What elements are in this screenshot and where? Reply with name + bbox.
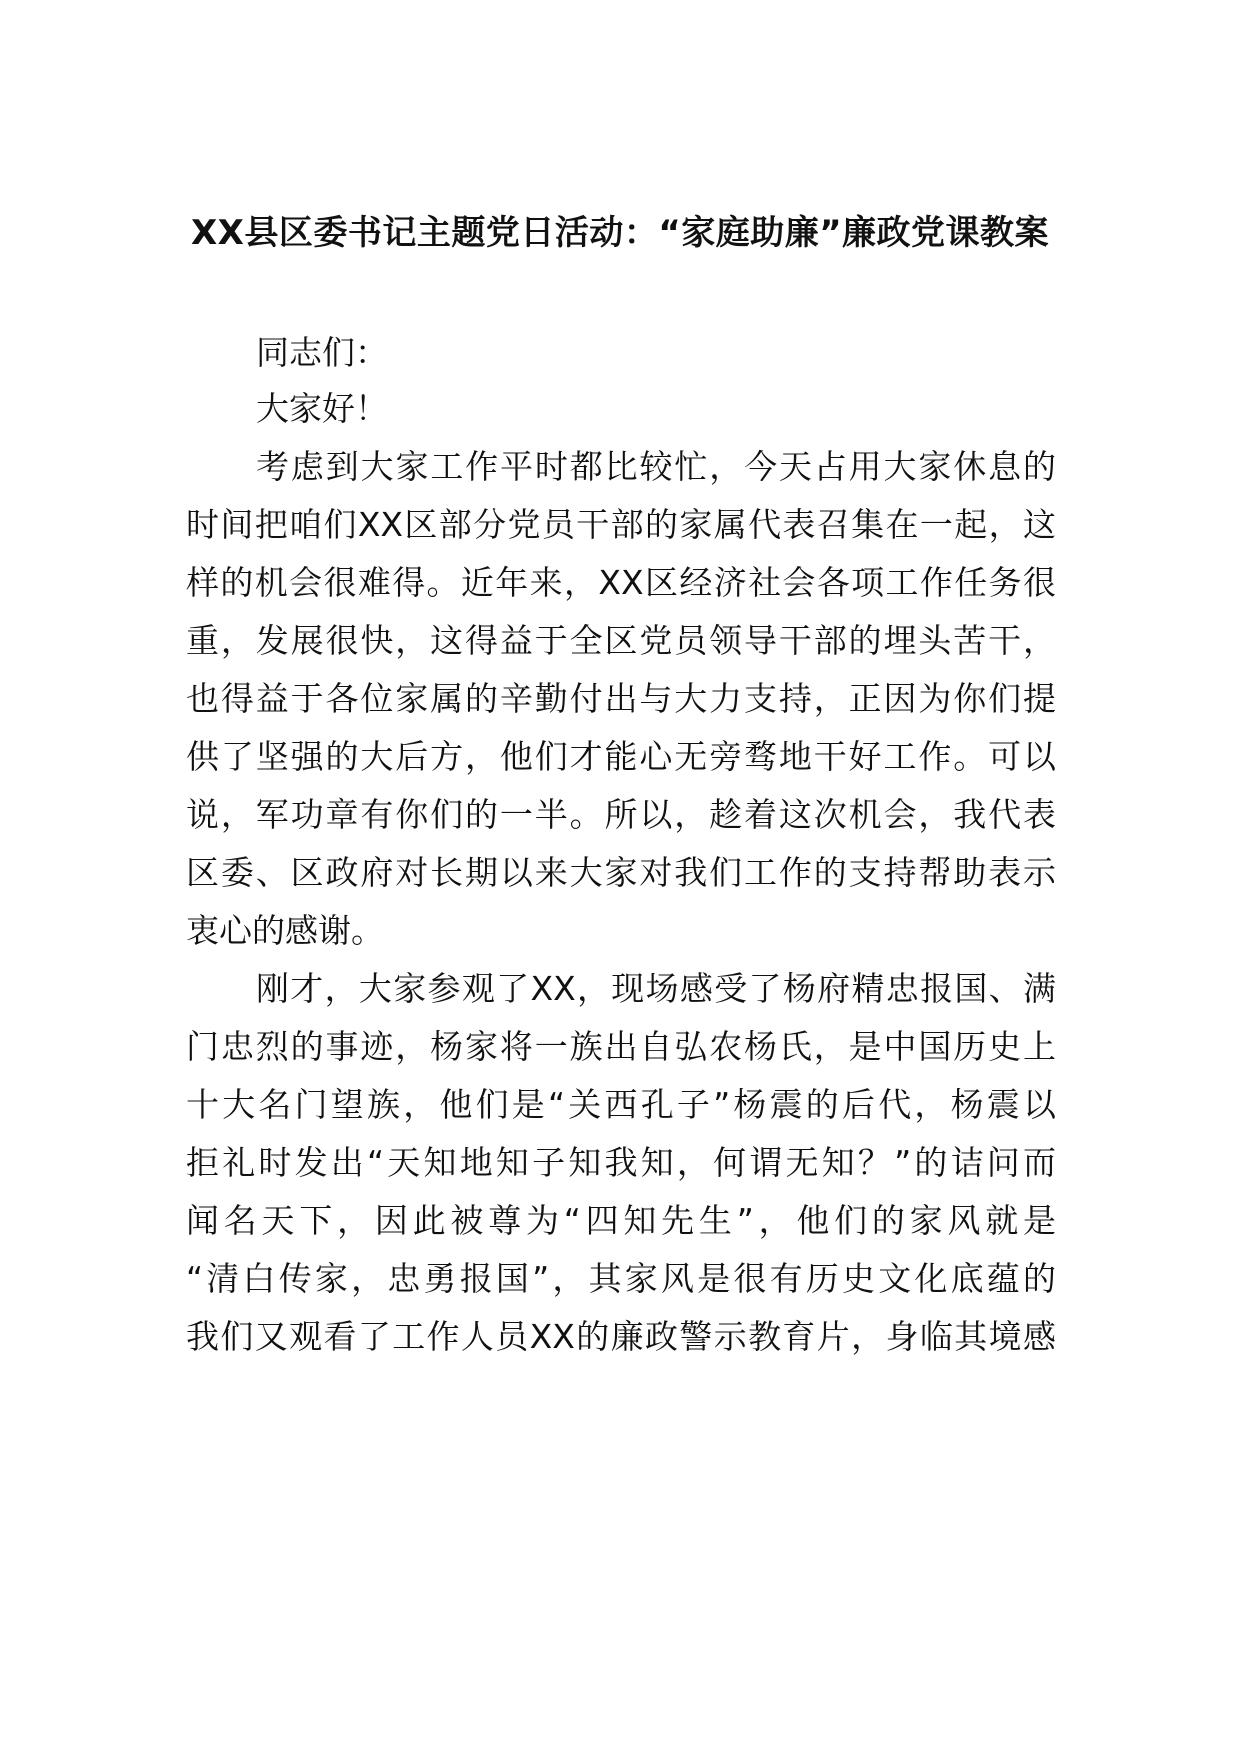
paragraph-1-line-9: 衷心的感谢。 <box>186 911 384 950</box>
paragraph-1-line-5: 也得益于各位家属的辛勤付出与大力支持，正因为你们提 <box>186 679 1056 718</box>
document-title: XX县区委书记主题党日活动：“家庭助廉”廉政党课教案 <box>190 213 1050 253</box>
paragraph-2-line-1: 刚才，大家参观了XX，现场感受了杨府精忠报国、满 <box>256 969 1056 1008</box>
paragraph-1-line-2: 时间把咱们XX区部分党员干部的家属代表召集在一起，这 <box>186 505 1056 544</box>
paragraph-1-line-4: 重，发展很快，这得益于全区党员领导干部的埋头苦干， <box>186 621 1056 660</box>
paragraph-1-line-6: 供了坚强的大后方，他们才能心无旁骛地干好工作。可以 <box>186 737 1056 776</box>
paragraph-2-line-6: “清白传家，忠勇报国”，其家风是很有历史文化底蕴的 <box>186 1259 1056 1298</box>
paragraph-1-line-7: 说，军功章有你们的一半。所以，趁着这次机会，我代表 <box>186 795 1056 834</box>
paragraph-2-line-4: 拒礼时发出“天知地知子知我知，何谓无知？”的诘问而 <box>186 1143 1056 1182</box>
paragraph-2-line-2: 门忠烈的事迹，杨家将一族出自弘农杨氏，是中国历史上 <box>186 1027 1056 1066</box>
paragraph-1-line-8: 区委、区政府对长期以来大家对我们工作的支持帮助表示 <box>186 853 1056 892</box>
greeting-line: 同志们： <box>256 333 388 372</box>
paragraph-2-line-7: 我们又观看了工作人员XX的廉政警示教育片，身临其境感 <box>186 1317 1056 1356</box>
paragraph-1-line-3: 样的机会很难得。近年来，XX区经济社会各项工作任务很 <box>186 563 1056 602</box>
paragraph-2-line-5: 闻名天下，因此被尊为“四知先生”，他们的家风就是 <box>186 1201 1056 1240</box>
salutation-line: 大家好！ <box>256 389 388 428</box>
paragraph-2-line-3: 十大名门望族，他们是“关西孔子”杨震的后代，杨震以 <box>186 1085 1056 1124</box>
paragraph-1-line-1: 考虑到大家工作平时都比较忙，今天占用大家休息的 <box>256 447 1056 486</box>
